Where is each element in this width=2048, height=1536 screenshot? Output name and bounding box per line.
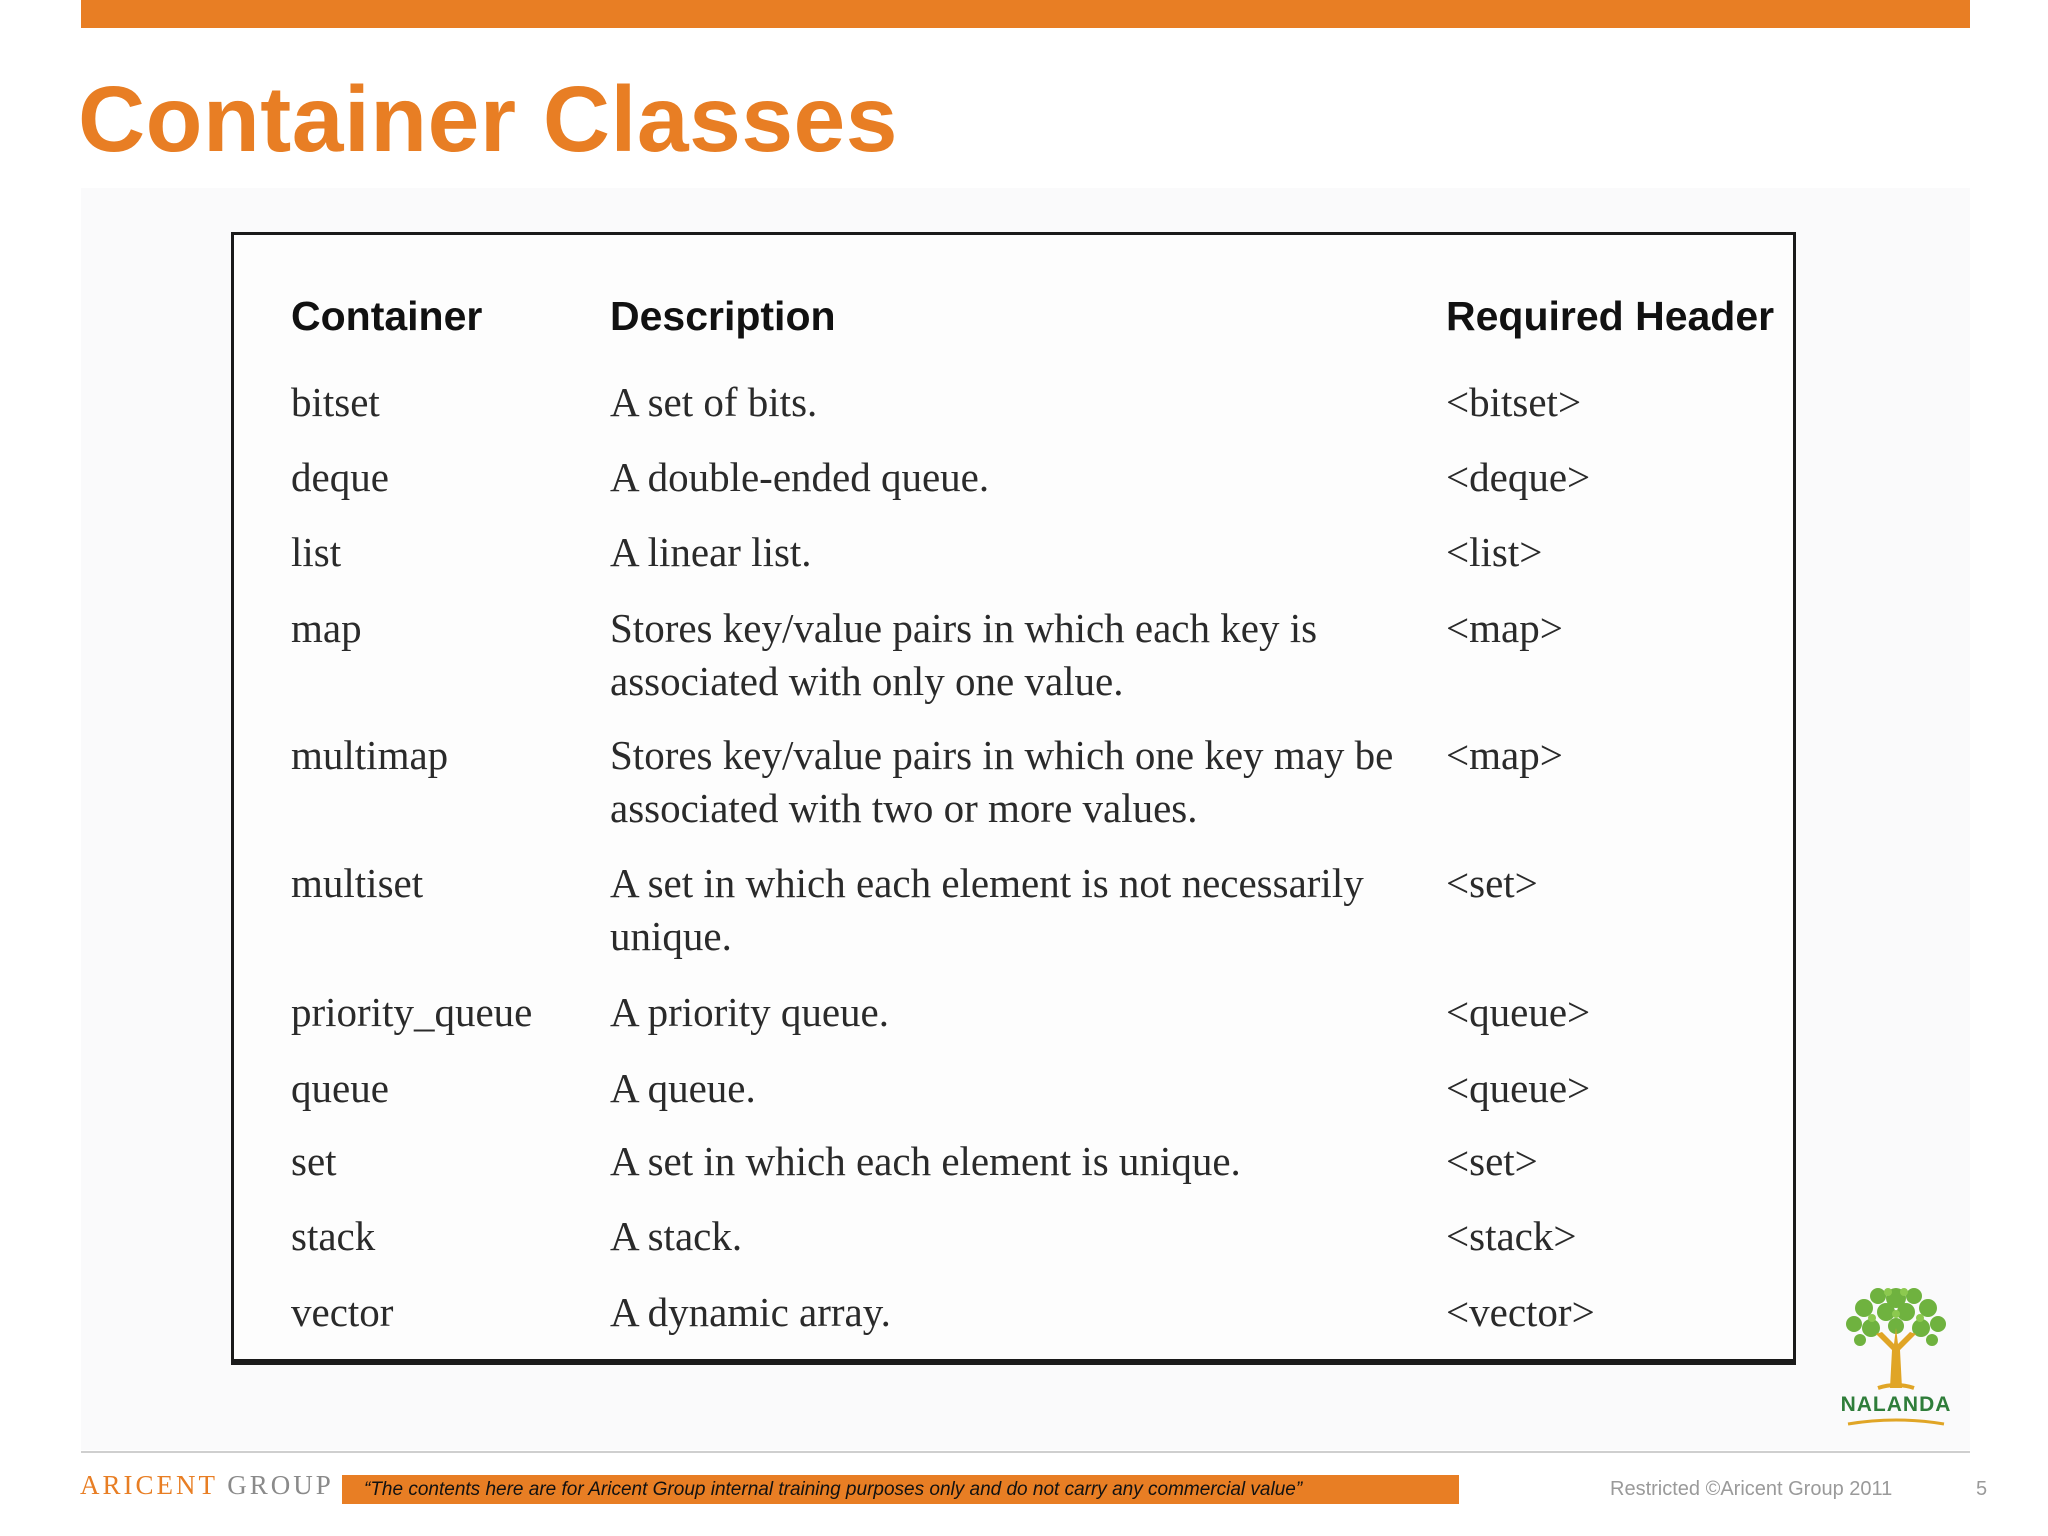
container-name: list [291,529,342,575]
container-description: A set in which each element is not necessarily unique. [610,860,1364,959]
container-description: A queue. [610,1065,756,1111]
footer-disclaimer: “The contents here are for Aricent Group internal training purposes only and do not carry any commercial value” [342,1475,1459,1504]
required-header: <bitset> [1446,379,1582,425]
required-header: <set> [1446,1138,1538,1184]
required-header: <vector> [1446,1289,1595,1335]
aricent-group-logo [80,1470,334,1501]
logo-aricent: ARICENT [80,1470,218,1500]
tree-icon [1826,1278,1966,1393]
logo-group: GROUP [227,1470,334,1500]
required-header: <map> [1446,732,1563,778]
required-header: <queue> [1446,1065,1591,1111]
container-description: Stores key/value pairs in which one key may be associated with two or more values. [610,732,1394,831]
container-name: multiset [291,860,424,906]
container-description: A linear list. [610,529,812,575]
footer-divider [81,1451,1970,1453]
container-classes-table [231,232,1796,1365]
required-header: <stack> [1446,1213,1577,1259]
container-name: priority_queue [291,989,533,1035]
container-name: bitset [291,379,380,425]
required-header: <deque> [1446,454,1591,500]
footer-restricted-notice: Restricted ©Aricent Group 2011 [1610,1478,1893,1500]
required-header: <set> [1446,860,1538,906]
container-description: A double-ended queue. [610,454,990,500]
container-name: queue [291,1065,389,1111]
page-number: 5 [1976,1478,1988,1500]
container-name: set [291,1138,337,1184]
header-required-header: Required Header [1446,293,1775,339]
required-header: <queue> [1446,989,1591,1035]
nalanda-label: NALANDA [1840,1393,1952,1416]
top-accent-bar [81,0,1970,28]
required-header: <list> [1446,529,1543,575]
nalanda-logo [1826,1278,1966,1434]
container-name: stack [291,1213,376,1259]
header-description: Description [610,293,836,339]
container-description: A set of bits. [610,379,818,425]
container-name: map [291,605,362,651]
container-name: deque [291,454,389,500]
container-description: A stack. [610,1213,743,1259]
container-description: A dynamic array. [610,1289,891,1335]
required-header: <map> [1446,605,1563,651]
container-description: Stores key/value pairs in which each key is associated with only one value. [610,605,1318,704]
container-name: vector [291,1289,394,1335]
header-container: Container [291,293,483,339]
container-description: A set in which each element is unique. [610,1138,1241,1184]
container-name: multimap [291,732,449,778]
slide-title: Container Classes [78,67,898,171]
nalanda-underline-swoosh [1846,1418,1946,1428]
container-description: A priority queue. [610,989,889,1035]
